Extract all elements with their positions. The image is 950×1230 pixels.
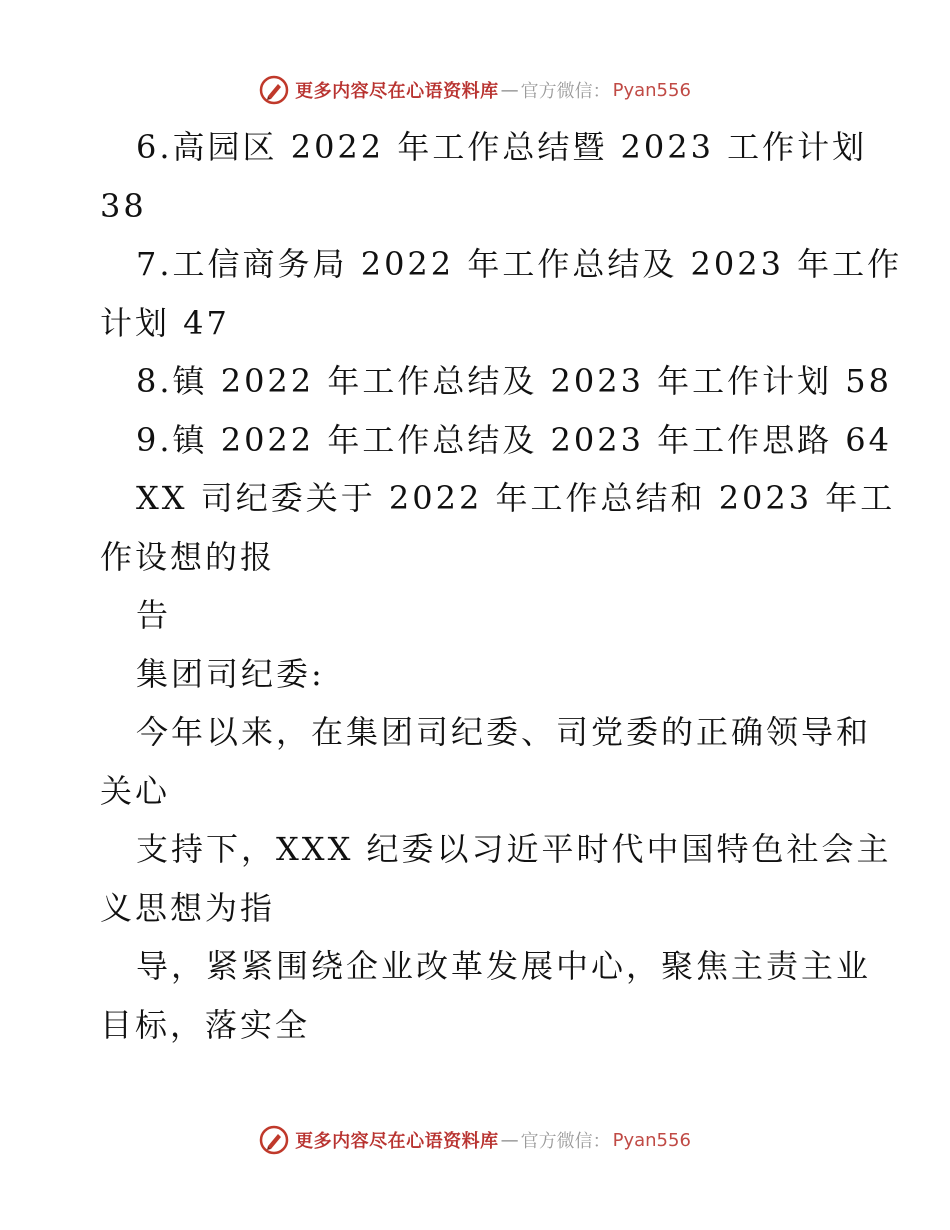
report-title-line: XX 司纪委关于 2022 年工作总结和 2023 年工	[136, 479, 896, 517]
toc-line: 8.镇 2022 年工作总结及 2023 年工作计划 58	[136, 362, 892, 400]
watermark-label: 官方微信：	[520, 81, 611, 102]
salutation: 集团司纪委:	[136, 654, 325, 693]
paragraph-line: 支持下，XXX 纪委以习近平时代中国特色社会主	[136, 830, 892, 868]
watermark-header	[0, 72, 950, 108]
pen-logo-icon	[259, 1125, 289, 1155]
paragraph-line: 关心	[100, 771, 171, 810]
watermark-footer	[0, 1122, 950, 1158]
toc-line: 6.高园区 2022 年工作总结暨 2023 工作计划	[136, 128, 868, 166]
paragraph-line: 导，紧紧围绕企业改革发展中心，聚焦主责主业	[136, 947, 872, 985]
toc-line: 计划 47	[100, 303, 230, 342]
report-title-line: 作设想的报	[100, 537, 276, 576]
watermark-main-text: 更多内容尽在心语资料库	[295, 81, 499, 102]
report-title-line: 告	[136, 596, 172, 634]
paragraph-line: 目标，落实全	[100, 1005, 311, 1044]
watermark-main-text: 更多内容尽在心语资料库	[295, 1131, 499, 1152]
pen-logo-icon	[259, 75, 289, 105]
watermark-id: Pyan556	[612, 79, 691, 101]
toc-line: 7.工信商务局 2022 年工作总结及 2023 年工作	[136, 245, 903, 283]
document-body	[100, 118, 903, 1054]
toc-line: 9.镇 2022 年工作总结及 2023 年工作思路 64	[136, 420, 892, 459]
paragraph-line: 今年以来，在集团司纪委、司党委的正确领导和	[136, 713, 872, 751]
watermark-id: Pyan556	[612, 1129, 691, 1151]
watermark-label: 官方微信：	[520, 1131, 611, 1152]
toc-line: 38	[100, 186, 147, 225]
watermark-separator: —	[500, 1129, 519, 1151]
watermark-separator: —	[500, 79, 519, 101]
paragraph-line: 义思想为指	[100, 888, 276, 927]
